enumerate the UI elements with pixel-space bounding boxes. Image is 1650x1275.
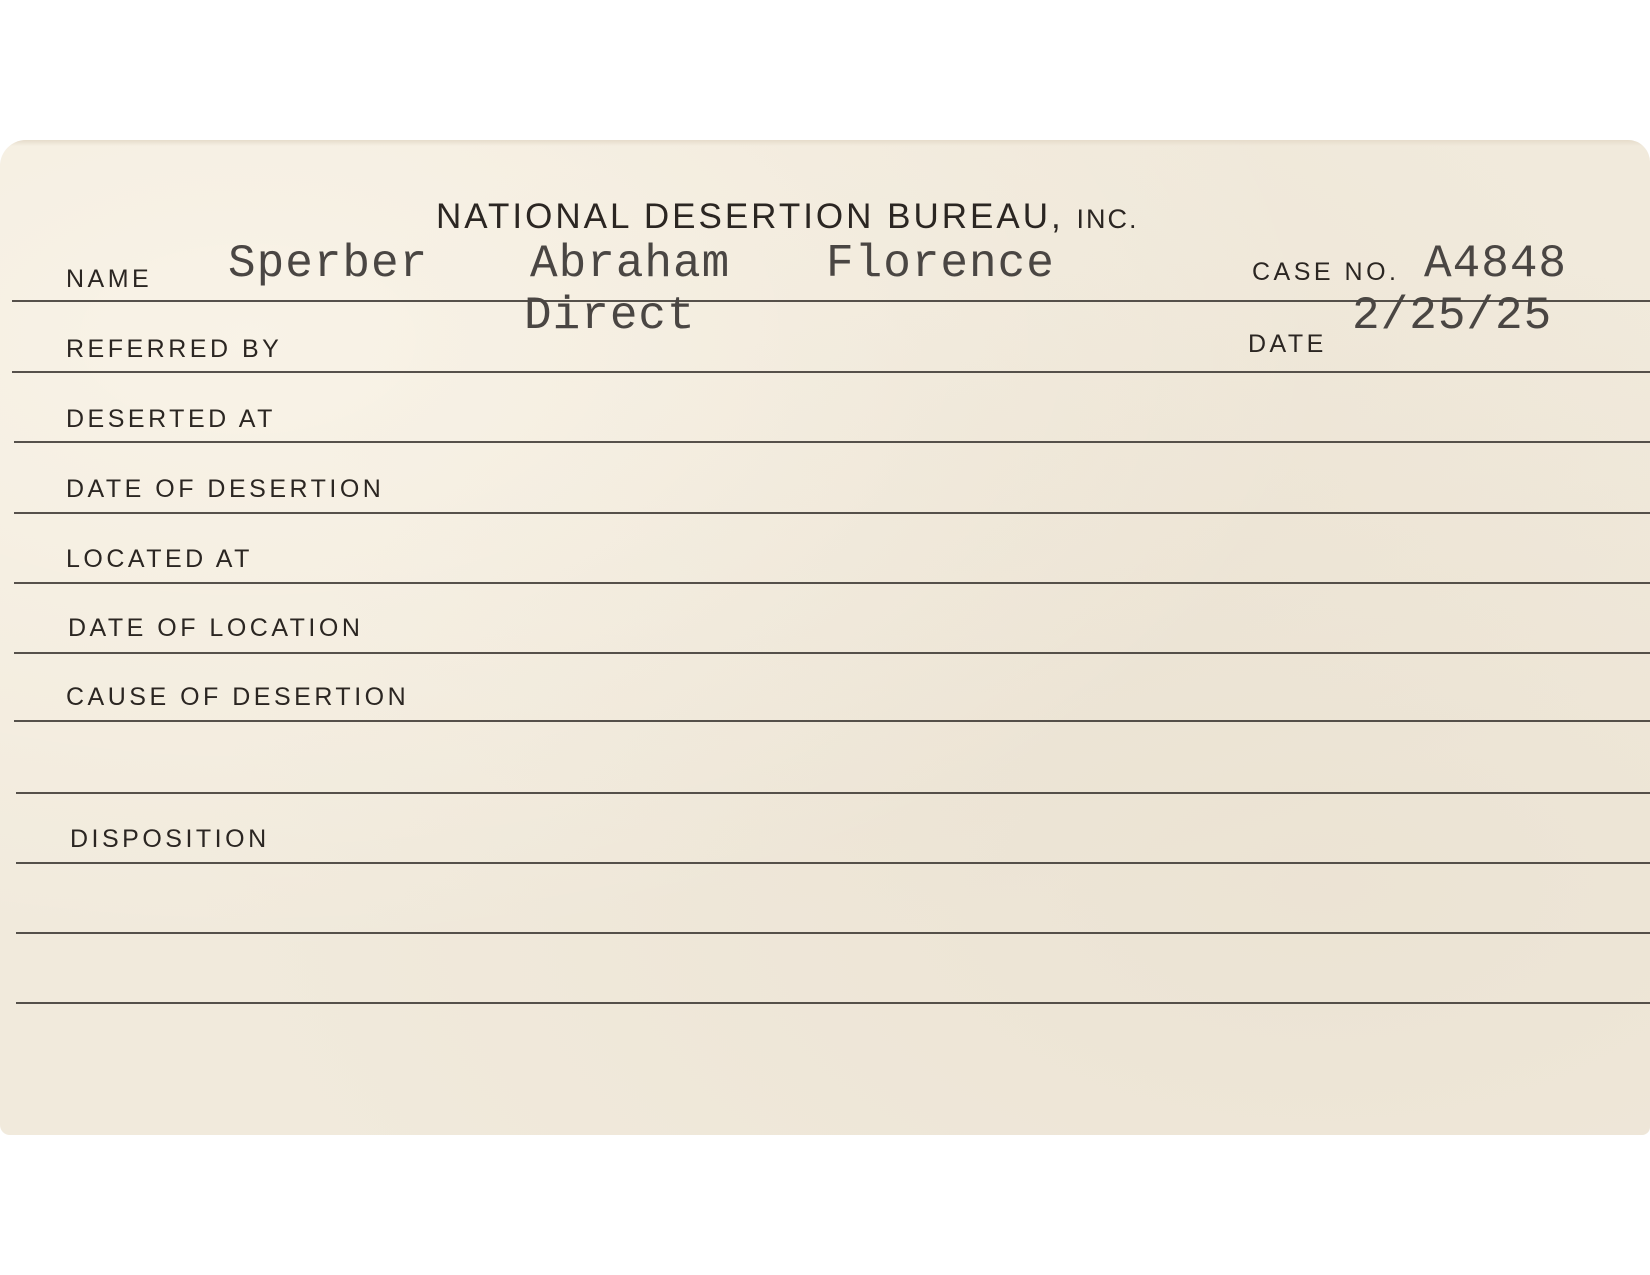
case-no-label: CASE NO. — [1252, 258, 1400, 286]
date-label: DATE — [1248, 330, 1327, 358]
cause-extra-rule — [16, 792, 1650, 794]
index-card — [0, 140, 1650, 1135]
disposition-extra-rule-2 — [16, 1002, 1650, 1004]
date-of-desertion-rule — [14, 512, 1650, 514]
name-last-value: Sperber — [228, 238, 429, 290]
heading-text: NATIONAL DESERTION BUREAU, — [436, 197, 1064, 236]
cause-of-desertion-rule — [14, 720, 1650, 722]
located-at-label: LOCATED AT — [66, 545, 253, 573]
date-of-location-label: DATE OF LOCATION — [68, 614, 364, 642]
case-no-value: A4848 — [1424, 238, 1568, 290]
name-wife-value: Florence — [826, 238, 1055, 290]
referred-by-label: REFERRED BY — [66, 335, 283, 363]
name-husband-value: Abraham — [530, 238, 731, 290]
referred-by-rule — [12, 371, 1650, 373]
located-at-rule — [14, 582, 1650, 584]
disposition-extra-rule-1 — [16, 932, 1650, 934]
card-heading — [436, 197, 1138, 237]
date-of-desertion-label: DATE OF DESERTION — [66, 475, 385, 503]
disposition-label: DISPOSITION — [70, 825, 270, 853]
deserted-at-label: DESERTED AT — [66, 405, 276, 433]
referred-by-value: Direct — [524, 290, 696, 342]
disposition-rule — [16, 862, 1650, 864]
card-top-edge — [0, 140, 1650, 146]
cause-of-desertion-label: CAUSE OF DESERTION — [66, 683, 410, 711]
deserted-at-rule — [14, 441, 1650, 443]
date-of-location-rule — [14, 652, 1650, 654]
date-value: 2/25/25 — [1352, 290, 1553, 342]
name-label: NAME — [66, 265, 153, 293]
heading-suffix: INC. — [1076, 204, 1139, 234]
